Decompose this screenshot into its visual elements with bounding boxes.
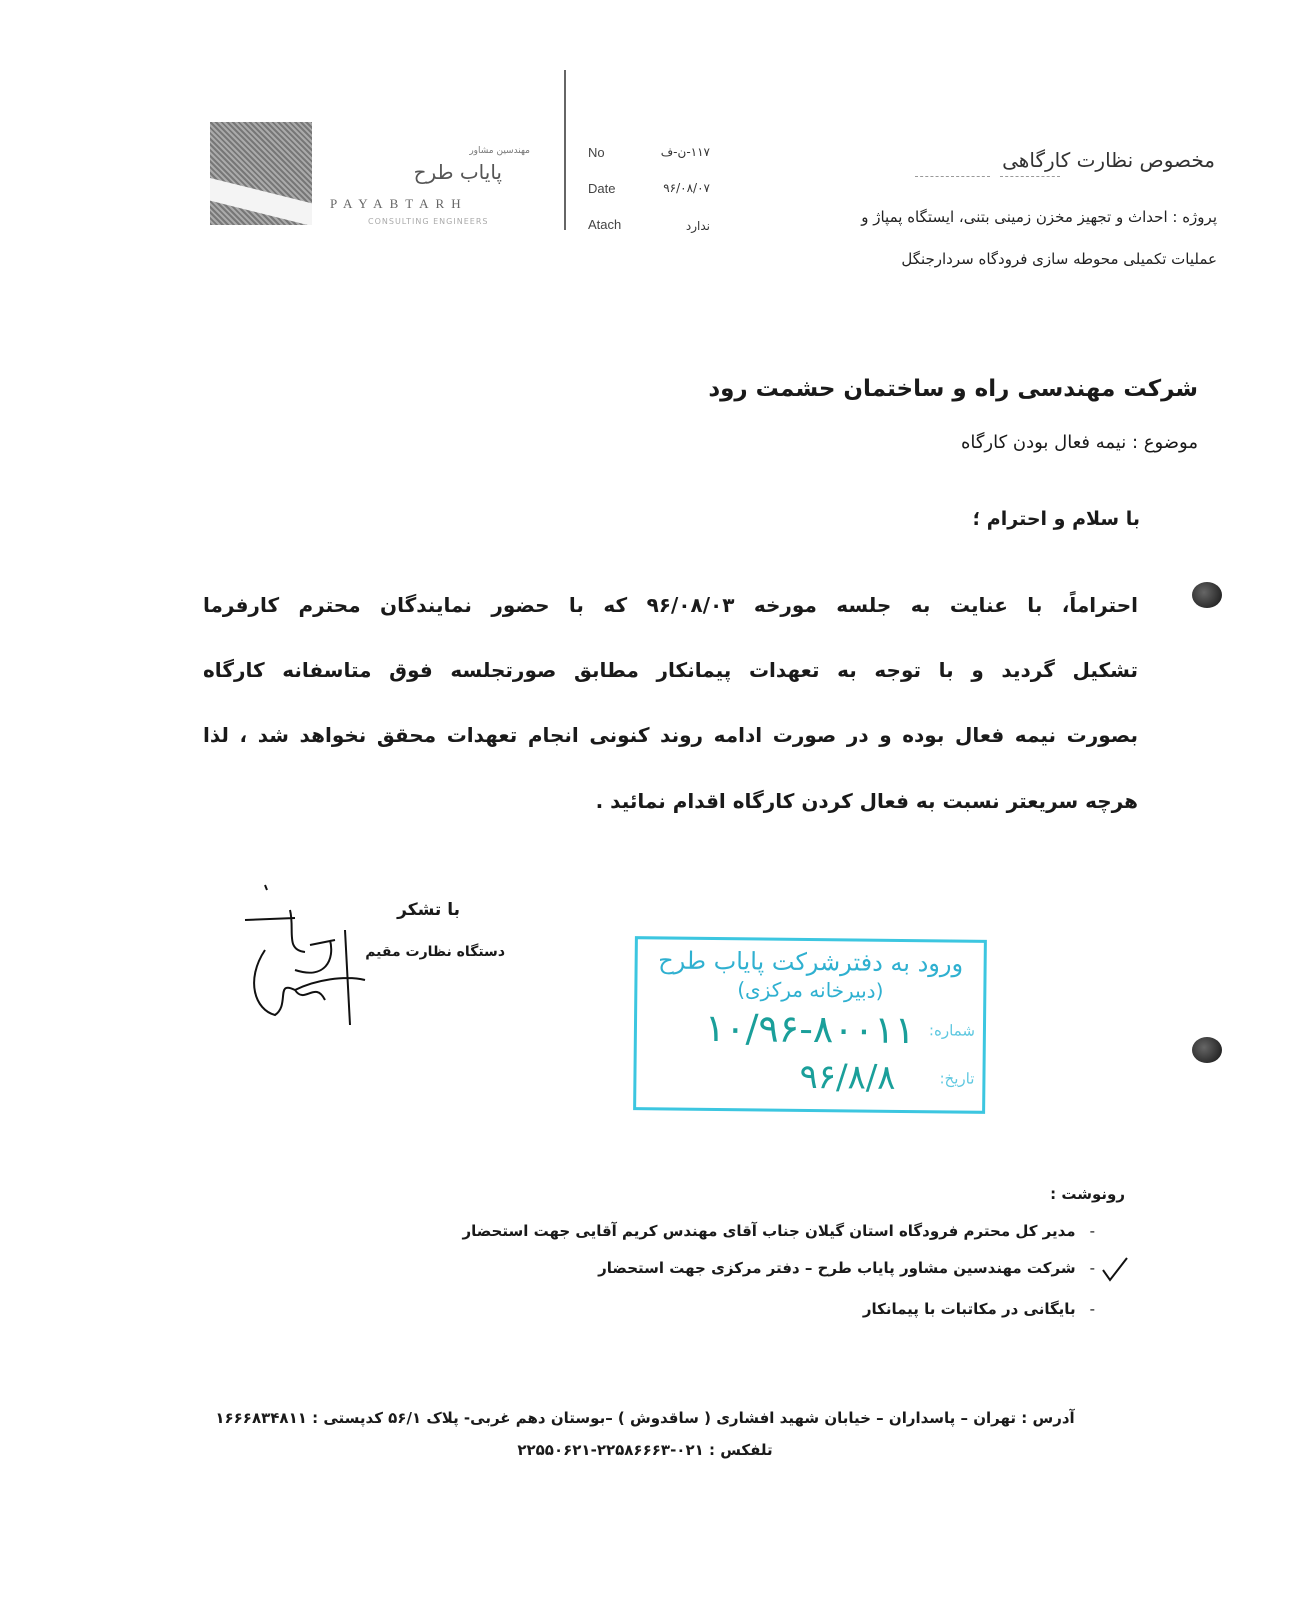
closing: با تشکر [397, 900, 460, 920]
checkmark-icon [1100, 1255, 1130, 1285]
logo-small-text: مهندسین مشاور [469, 146, 530, 156]
date-value: ۹۶/۰۸/۰۷ [663, 181, 710, 195]
stamp-number: ۱۰/۹۶-۸۰۰۱۱ [704, 1005, 916, 1053]
logo-name-en: PAYABTARH [330, 196, 468, 211]
signature [235, 880, 385, 1035]
addressee: شرکت مهندسی راه و ساختمان حشمت رود [708, 376, 1198, 402]
divider [1000, 176, 1060, 178]
cc-row [462, 1222, 1095, 1240]
stamp-subtitle: (دبیرخانه مرکزی) [737, 977, 884, 1003]
stamp-number-label: شماره: [928, 1021, 976, 1040]
punch-hole [1192, 1037, 1222, 1063]
date-label: Date [588, 181, 616, 196]
cc-item: شرکت مهندسین مشاور پایاب طرح – دفتر مرکزی جهت استحضار [598, 1259, 1076, 1277]
project-line-2: عملیات تکمیلی محوطه سازی فرودگاه سردارجنگل [901, 250, 1217, 268]
bullet: - [1089, 1259, 1095, 1277]
attachment-label: Atach [588, 217, 622, 232]
footer-telefax: تلفکس : ۰۲۱-۲۲۵۸۶۶۶۳-۲۲۵۵۰۶۲۱ [517, 1441, 773, 1459]
body-line: احتراماً، با عنایت به جلسه مورخه ۹۶/۰۸/۰۳ که با حضور نمایندگان محترم کارفرما [203, 593, 1138, 617]
header-divider [564, 70, 566, 230]
cc-row [863, 1300, 1095, 1318]
bullet: - [1089, 1222, 1095, 1240]
cc-item: بایگانی در مکاتبات با پیمانکار [862, 1300, 1076, 1318]
footer-address: آدرس : تهران – پاسداران – خیابان شهید افشاری ( ساقدوش ) –بوستان دهم غربی- پلاک ۵۶/۱ کدپستی : ۱۶۶۶۸۳۴۸۱۱ [215, 1409, 1075, 1427]
body-line: تشکیل گردید و با توجه به تعهدات پیمانکار مطابق صورتجلسه فوق متاسفانه کارگاه [203, 658, 1138, 682]
stamp-date: ۹۶/۸/۸ [799, 1056, 896, 1098]
attachment-value: ندارد [685, 219, 710, 233]
body-line: هرچه سریعتر نسبت به فعال کردن کارگاه اقدام نمائید . [595, 789, 1138, 813]
stamp-date-label: تاریخ: [939, 1069, 975, 1088]
classification: مخصوص نظارت کارگاهی [1002, 148, 1215, 172]
cc-row [598, 1259, 1095, 1277]
logo-subtitle: CONSULTING ENGINEERS [368, 217, 489, 226]
logo-name-fa: پایاب طرح [413, 160, 502, 184]
number-label: No [588, 145, 605, 160]
company-logo [210, 122, 312, 225]
footer [60, 1408, 1230, 1460]
registration-stamp [633, 936, 987, 1114]
project-line-1: پروژه : احداث و تجهیز مخزن زمینی بتنی، ایستگاه پمپاژ و [861, 208, 1217, 226]
body-line: بصورت نیمه فعال بوده و در صورت ادامه روند کنونی انجام تعهدات محقق نخواهد شد ، لذا [203, 723, 1138, 747]
number-value: ۱۱۷-ن-ف [660, 145, 710, 159]
cc-item: مدیر کل محترم فرودگاه استان گیلان جناب آقای مهندس کریم آقایی جهت استحضار [462, 1222, 1076, 1240]
bullet: - [1089, 1300, 1095, 1318]
stamp-title: ورود به دفترشرکت پایاب طرح [658, 946, 964, 978]
punch-hole [1192, 582, 1222, 608]
signatory: دستگاه نظارت مقیم [365, 944, 505, 960]
divider [915, 176, 990, 178]
cc-title: رونوشت : [1050, 1185, 1125, 1203]
greeting: با سلام و احترام ؛ [972, 508, 1140, 530]
subject: موضوع : نیمه فعال بودن کارگاه [960, 432, 1198, 453]
